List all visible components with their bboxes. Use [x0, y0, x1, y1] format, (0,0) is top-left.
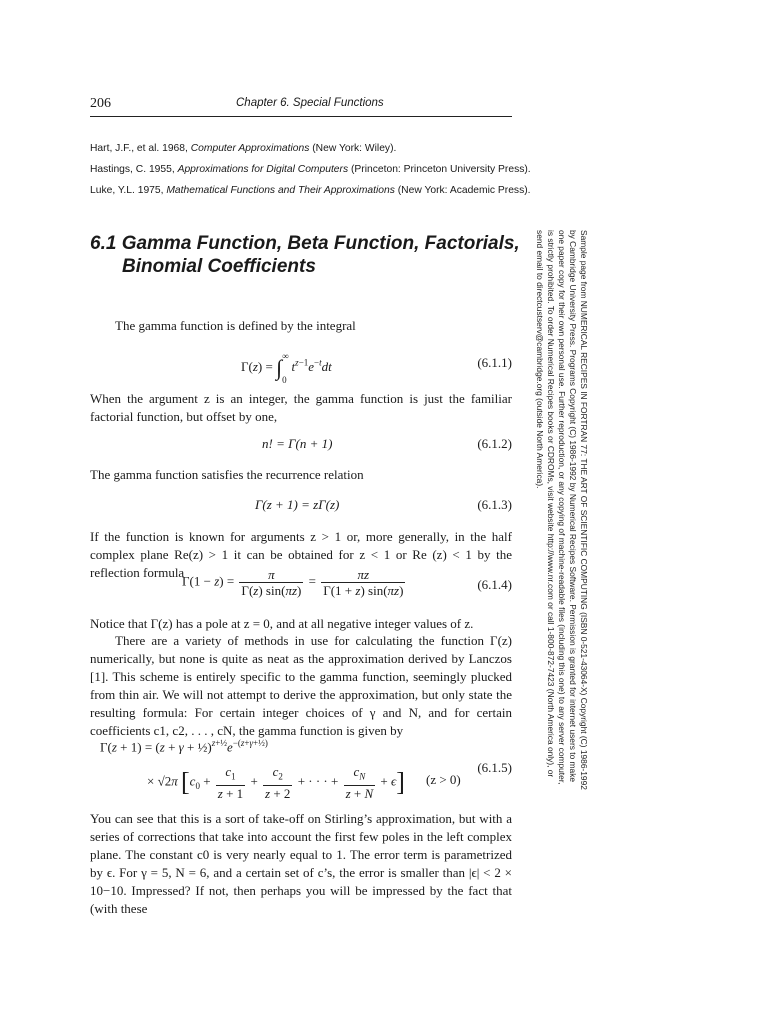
- equation-condition: (z > 0): [426, 772, 461, 787]
- reference-authors: Hart, J.F., et al. 1968,: [90, 143, 191, 154]
- paragraph: The gamma function is defined by the integral: [115, 318, 356, 333]
- equation-6-1-2: n! = Γ(n + 1): [262, 436, 333, 451]
- paragraph: There are a variety of methods in use for calculating the function Γ(z) numerically, but none is quite as neat as the approximation derived by Lanczos [1]. This scheme is entirely specific to the gamma function, seemingly plucked from thin air. We will not attempt to derive the approximation, but only state the resulting formula: For certain integer choices of γ and N, and for certain coefficients c1, c2, . . . , cN, the gamma function is given by: [90, 633, 512, 738]
- equation-number: (6.1.5): [477, 760, 512, 775]
- equation-number: (6.1.3): [477, 497, 512, 512]
- equation-number: (6.1.4): [477, 577, 512, 592]
- equation-number: (6.1.1): [477, 355, 512, 370]
- equation-6-1-3: Γ(z + 1) = zΓ(z): [255, 497, 340, 512]
- reference-publisher: (Princeton: Princeton University Press).: [348, 164, 531, 175]
- reference-publisher: (New York: Academic Press).: [394, 185, 531, 196]
- equation-6-1-5-line1: $\Gamma(z + 1) = (z + \gamma + \frac{1}{2})^{z+\frac{1}{2}}e^{-(z+\gamma+\frac{1}{2})}$: [100, 738, 268, 755]
- paragraph: Notice that Γ(z) has a pole at z = 0, and at all negative integer values of z.: [90, 616, 474, 631]
- paragraph: You can see that this is a sort of take-off on Stirling’s approximation, but with a series of corrections that take into account the first few poles in the left complex plane. The constant c0 is very nearly equal to 1. The error term is parametrized by ϵ. For γ = 5, N = 6, and a certain set of c’s, the error is smaller than |ϵ| < 2 × 10−10. Impressed? If not, then perhaps you will be impressed by the fact that (with these: [90, 811, 512, 916]
- equation-6-1-5-line2: × √2π [$c_0$ + $\frac{c_1}{z + 1}$ + $\frac{c_2}{z + 2}$ + · · · + $\frac{c_N}{z + N}$ + ϵ]: [147, 764, 405, 801]
- copyright-notice: Sample page from NUMERICAL RECIPES IN FORTRAN 77: THE ART OF SCIENTIFIC COMPUTING (ISBN 0-521-43064-X) Copyright (C) 1986-1992 by Cambridge University Press. Programs Copyright (C) 1986-1992 by Numerical Recipes Software. Permission is granted for internet users to make one paper copy for their own personal use. Further reproduction, or any copying of machine-readable files (including this one) to any server computer, is strictly prohibited. To order Numerical Recipes books or CDROMs, visit website http://www.nr.com or call 1-800-872-7423 (North America only), or send email to directcustserv@cambridge.org (outside North America).: [535, 230, 589, 790]
- header-rule: [90, 116, 512, 117]
- reference-authors: Luke, Y.L. 1975,: [90, 185, 167, 196]
- equation-number: (6.1.2): [477, 436, 512, 451]
- reference-item: [90, 164, 531, 175]
- reference-title: Approximations for Digital Computers: [177, 164, 349, 175]
- equation-6-1-1: Γ(z) = ∫∞ $0t^{z-1}e^{-t}dt$: [241, 351, 332, 385]
- reference-title: Mathematical Functions and Their Approximations: [166, 185, 395, 196]
- equation-6-1-4: Γ(1 − z) = $\frac{\pi}{\Gamma(z) \sin(\pi z)}$ = $\frac{\pi z}{\Gamma(1 + z) \sin(\pi z)}$: [182, 567, 404, 598]
- page-number: 206: [90, 96, 111, 111]
- reference-item: [90, 185, 531, 196]
- reference-item: [90, 143, 396, 154]
- section-heading-continued: Binomial Coefficients: [122, 256, 316, 277]
- paragraph: If the function is known for arguments z > 1 or, more generally, in the half complex plane Re(z) > 1 it can be obtained for z < 1 or Re (z) < 1 by the reflection formula: [90, 529, 512, 580]
- paragraph: When the argument z is an integer, the gamma function is just the familiar factorial function, but offset by one,: [90, 391, 512, 424]
- running-head: Chapter 6. Special Functions: [236, 97, 384, 109]
- reference-publisher: (New York: Wiley).: [309, 143, 397, 154]
- reference-title: Computer Approximations: [190, 143, 310, 154]
- section-heading: 6.1 Gamma Function, Beta Function, Factorials,: [90, 233, 520, 254]
- reference-authors: Hastings, C. 1955,: [90, 164, 178, 175]
- paragraph: The gamma function satisfies the recurrence relation: [90, 467, 364, 482]
